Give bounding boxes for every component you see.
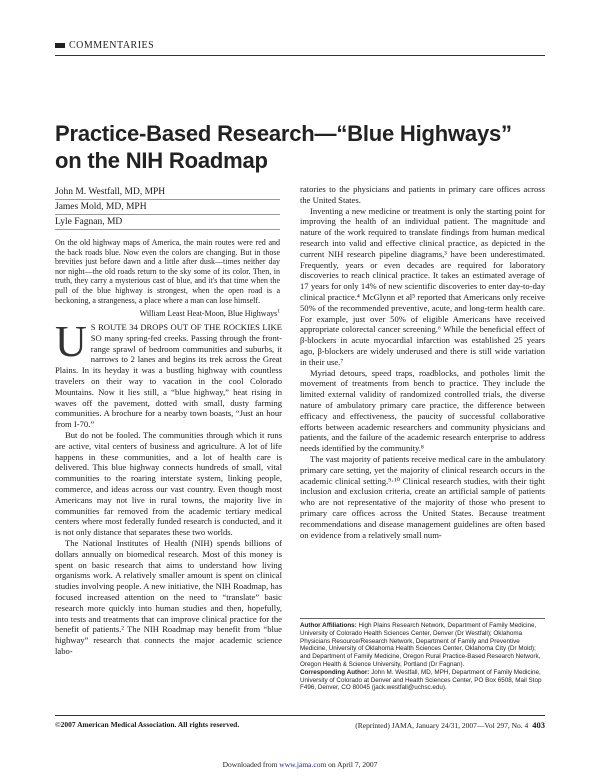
body-paragraph: ratories to the physicians and patients in primary care offices across the United States.	[300, 184, 545, 205]
author-affiliations	[300, 618, 545, 692]
jama-link[interactable]: www.jama.com	[279, 760, 327, 769]
footer-rule	[55, 715, 545, 716]
citation: (Reprinted) JAMA, January 24/31, 2007—Vol 297, No. 4 403	[355, 720, 545, 730]
drop-cap: U	[55, 317, 87, 366]
body-paragraph: Inventing a new medicine or treatment is only the starting point for improving the health of an individual patient. The magnitude and nature of the work required to translate findings from human medical research into valid and effective clinical practice, as depicted in the current NIH research pipeline diagrams,³ have been underestimated. Frequently, years or even decades are required for laboratory discoveries to reach clinical practice. It takes an estimated average of 17 years for only 14% of new scientific discoveries to enter day-to-day clinical practice.⁴ McGlynn et al⁵ reported that Americans only receive 50% of the recommended preventive, acute, and long-term health care. For example, just over 50% of eligible Americans have received appropriate colorectal cancer screening.⁶ While the beneficial effect of β-blockers in acute myocardial infarction was established 25 years ago, β-blockers are widely underused and there is still wide variation in their use.⁷	[300, 205, 545, 367]
copyright: ©2007 American Medical Association. All rights reserved.	[55, 720, 240, 729]
epigraph	[55, 238, 280, 319]
left-column	[55, 317, 282, 657]
corresponding-text: John M. Westfall, MD, MPH, Department of Family Medicine, University of Colorado at Denver and Health Sciences Center, PO Box 6508, Mail Stop F496, Denver, CO 80045 (jack.westfall@uchsc.edu).	[300, 668, 542, 692]
body-paragraph: Myriad detours, speed traps, roadblocks, and potholes limit the movement of treatments from bench to practice. They include the limited external validity of randomized controlled trials, the diverse nature of ambulatory primary care practice, the difference between efficacy and effectiveness, the paucity of successful collaborative efforts between academic researchers and community physicians and patients, and the failure of the academic research enterprise to address needs identified by the community.⁸	[300, 367, 545, 454]
body-paragraph: U S ROUTE 34 DROPS OUT OF THE ROCKIES LIKE SO many spring-fed creeks. Passing through the front-range sprawl of bedroom communities and suburbs, it narrows to 2 lanes and begins its trek across the Great Plains. In its heyday it was a bustling highway with countless travelers on their way to vacation in the cool Colorado Mountains. Now it lies still, a “blue highway,” heat rising in waves off the pavement, dotted with small, dusty farming communities. A brochure for a nearby town boasts, “Just an hour from I-70.”	[55, 317, 282, 430]
body-paragraph: The vast majority of patients receive medical care in the ambulatory primary care setting, yet the majority of clinical research occurs in the academic clinical setting.⁹·¹⁰ Clinical research studies, with their tight inclusion and exclusion criteria, create an artificial sample of patients who are not representative of the majority of those who present to primary care offices across the United States. Because treatment recommendations and disease management guidelines are often based on evidence from a relatively small num-	[300, 453, 545, 540]
epigraph-attribution: William Least Heat-Moon, Blue Highways$^1$	[139, 308, 280, 319]
section-label: COMMENTARIES	[55, 40, 545, 51]
section-rule	[55, 55, 545, 56]
body-paragraph: The National Institutes of Health (NIH) spends billions of dollars annually on biomedical research. Most of this money is spent on basic research that aims to understand how living organisms work. A relatively smaller amount is spent on clinical studies involving people. A new initiative, the NIH Roadmap, has focused increased attention on the need to “translate” basic research more quickly into human studies and then, hopefully, into tests and treatments that can improve clinical practice for the benefit of patients.² The NIH Roadmap may benefit from “blue highway” research that connects the major academic science labo-	[55, 537, 282, 656]
download-notice: Downloaded from www.jama.com on April 7, 2007	[222, 760, 378, 769]
author: Lyle Fagnan, MD	[55, 215, 280, 230]
right-column	[300, 184, 545, 540]
epigraph-text: On the old highway maps of America, the main routes were red and the back roads blue. Now even the colors are changing. But in those brevities just before dawn and a little after dusk—times neither day nor night—the old roads return to the sky some of its color. Then, in truth, they carry a mysterious cast of blue, and it's that time when the pull of the blue highway is strongest, when the open road is a beckoning, a strangeness, a place where a man can lose himself.	[55, 238, 280, 305]
article-title	[55, 120, 535, 174]
affiliations-text: High Plains Research Network, Department of Family Medicine, University of Colorado Health Sciences Center, Denver (Dr Westfall); Oklahoma Physicians Resource/Research Network, Department of Family and Preventive Medicine, University of Oklahoma Health Sciences Center, Oklahoma City (Dr Mold); and Department of Family Medicine, Oregon Rural Practice-Based Research Network, Oregon Health & Science University, Portland (Dr Fagnan).	[300, 622, 541, 668]
affiliations-label: Author Affiliations:	[300, 622, 357, 629]
corresponding-label: Corresponding Author:	[300, 668, 370, 676]
author-list	[55, 185, 280, 230]
body-paragraph: But do not be fooled. The communities through which it runs are active, vital centers of business and agriculture. A lot of life happens in these communities, and a lot of health care is delivered. This blue highway connects hundreds of small, vital communities to the roaring interstate system, linking people, commerce, and ideas across our vast country. Even though most Americans may not live in rural towns, the majority live in communities far removed from the academic tertiary medical centers where most federally funded research is conducted, and it is not only distance that separates these two worlds.	[55, 429, 282, 538]
section-header	[55, 40, 545, 51]
title-line-1: Practice-Based Research—“Blue Highways”	[55, 121, 512, 146]
author: John M. Westfall, MD, MPH	[55, 185, 280, 200]
title-line-2: on the NIH Roadmap	[55, 148, 268, 173]
author: James Mold, MD, MPH	[55, 200, 280, 215]
page-number: 403	[532, 720, 545, 730]
